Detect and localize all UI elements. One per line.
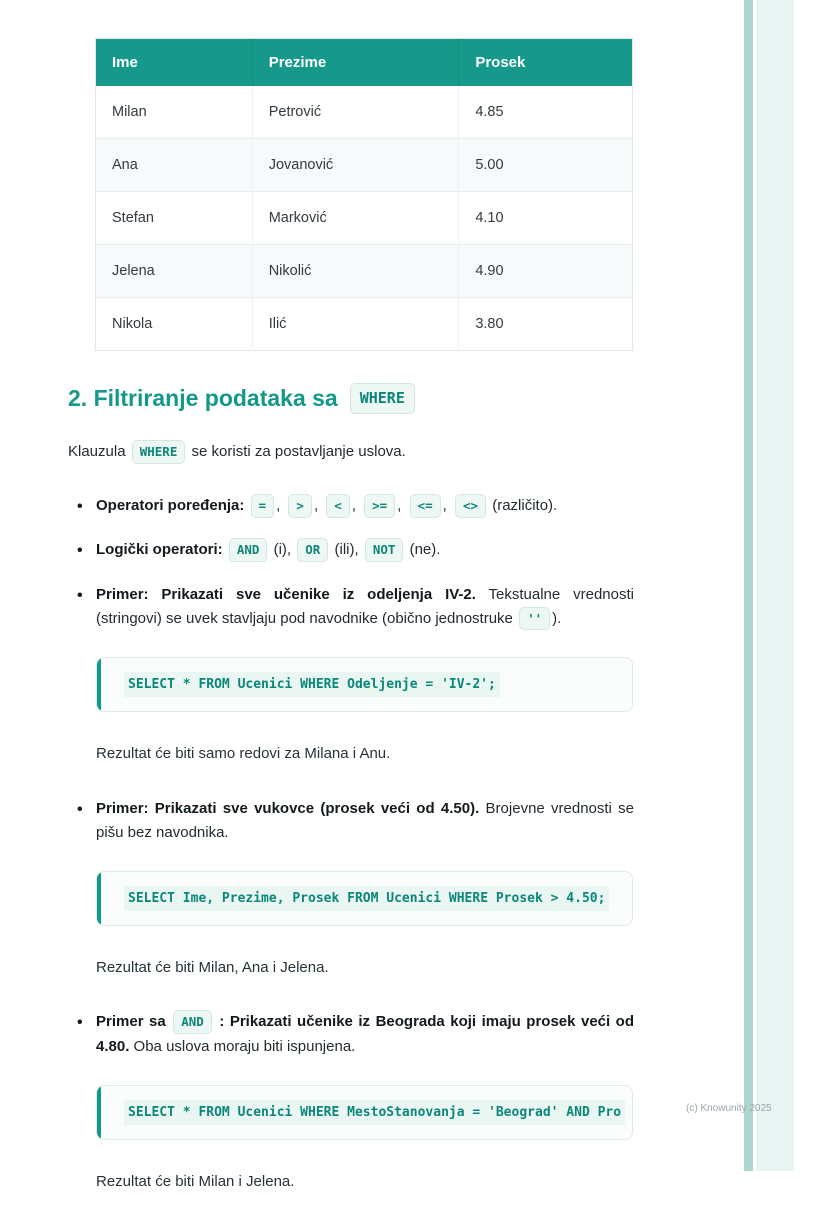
section-heading (68, 383, 634, 414)
cell-prezime: Ilić (252, 298, 459, 351)
separator: , (276, 497, 281, 514)
example-lead-post: : Prikazati učenike iz Beograda koji imaju prosek veći od 4.80. (96, 1013, 634, 1055)
where-keyword-chip: WHERE (350, 383, 415, 414)
intro-text-pre: Klauzula (68, 443, 126, 460)
separator: , (313, 497, 319, 514)
example-paragraph (96, 583, 634, 632)
sql-code-text: SELECT * FROM Ucenici WHERE Odeljenje = 'IV-2'; (124, 672, 500, 697)
table-row (96, 86, 633, 139)
cell-ime: Jelena (96, 245, 253, 298)
cell-prezime: Nikolić (252, 245, 459, 298)
cell-prezime: Jovanović (252, 139, 459, 192)
result-text-1: Rezultat će biti samo redovi za Milana i Anu. (96, 745, 391, 763)
cell-prosek: 4.10 (459, 192, 633, 245)
bullet-example-1 (68, 583, 634, 767)
bullet-example-2 (68, 797, 634, 981)
table-row (96, 192, 633, 245)
keyword-chip-and: AND (229, 538, 268, 562)
sql-code-block-2 (96, 871, 633, 926)
bullet-tail: (različito). (492, 497, 558, 514)
cell-ime: Nikola (96, 298, 253, 351)
cell-prosek: 5.00 (459, 139, 633, 192)
sql-code-text: SELECT * FROM Ucenici WHERE MestoStanovanja = 'Beograd' AND Pro (124, 1100, 625, 1125)
bullet-list (68, 494, 634, 1194)
cell-ime: Stefan (96, 192, 253, 245)
bullet-lead: Operatori poređenja: (96, 497, 245, 514)
operator-chip-gt: > (288, 494, 312, 518)
example-lead: Primer: Prikazati sve vukovce (prosek veći od 4.50). (96, 799, 480, 817)
operator-chip-neq: <> (455, 494, 486, 518)
document-content (68, 38, 634, 1224)
cell-prosek: 4.90 (459, 245, 633, 298)
example-body: Oba uslova moraju biti ispunjena. (133, 1037, 356, 1055)
cell-prosek: 4.85 (459, 86, 633, 139)
column-header-prezime: Prezime (252, 39, 459, 87)
where-keyword-chip: WHERE (132, 440, 186, 464)
example-body: Tekstualne vrednosti (stringovi) se uvek stavljaju pod navodnike (obično jednostruke (96, 585, 634, 627)
operator-chip-gte: >= (364, 494, 395, 518)
students-table (95, 38, 633, 351)
sql-code-text: SELECT Ime, Prezime, Prosek FROM Ucenici WHERE Prosek > 4.50; (124, 886, 609, 911)
table-row (96, 298, 633, 351)
example-lead: Primer: Prikazati sve učenike iz odeljenja IV-2. (96, 585, 476, 603)
example-paragraph (96, 1010, 634, 1059)
cell-prezime: Petrović (252, 86, 459, 139)
intro-paragraph (68, 440, 634, 464)
bullet-comparison-operators (68, 494, 634, 518)
cell-ime: Milan (96, 86, 253, 139)
keyword-chip-or: OR (297, 538, 328, 562)
bullet-lead: Logički operatori: (96, 541, 223, 559)
decorative-stripe-light (756, 0, 794, 1171)
sql-code-block-1 (96, 657, 633, 712)
section-heading-text: 2. Filtriranje podataka sa (68, 385, 338, 411)
quotes-chip: '' (519, 607, 550, 631)
keyword-note: (ili), (334, 541, 359, 559)
intro-text-post: se koristi za postavljanje uslova. (191, 443, 406, 460)
separator: , (351, 497, 356, 514)
example-body-end: ). (552, 609, 562, 627)
bullet-example-3 (68, 1010, 634, 1194)
separator: , (397, 497, 402, 514)
example-paragraph (96, 797, 634, 846)
keyword-note: (ne). (409, 541, 441, 559)
column-header-ime: Ime (96, 39, 253, 87)
cell-ime: Ana (96, 139, 253, 192)
table-row (96, 139, 633, 192)
column-header-prosek: Prosek (459, 39, 633, 87)
example-body: Brojevne vrednosti se pišu bez navodnika. (96, 799, 634, 841)
decorative-stripe-dark (744, 0, 753, 1171)
keyword-chip-and: AND (173, 1010, 212, 1034)
example-lead-pre: Primer sa (96, 1013, 166, 1031)
table-row (96, 245, 633, 298)
operator-chip-eq: = (251, 494, 275, 518)
operator-chip-lt: < (326, 494, 350, 518)
cell-prosek: 3.80 (475, 316, 504, 332)
students-table-header (96, 39, 633, 87)
operator-chip-lte: <= (410, 494, 441, 518)
watermark: (c) Knowunity 2025 (686, 1103, 772, 1114)
result-text-2: Rezultat će biti Milan, Ana i Jelena. (96, 959, 329, 977)
bullet-logical-operators (68, 538, 634, 562)
keyword-chip-not: NOT (365, 538, 404, 562)
result-text-3: Rezultat će biti Milan i Jelena. (96, 1173, 295, 1191)
separator: , (442, 497, 447, 514)
sql-code-block-3 (96, 1085, 633, 1140)
cell-prezime: Marković (252, 192, 459, 245)
keyword-note: (i), (273, 541, 292, 559)
